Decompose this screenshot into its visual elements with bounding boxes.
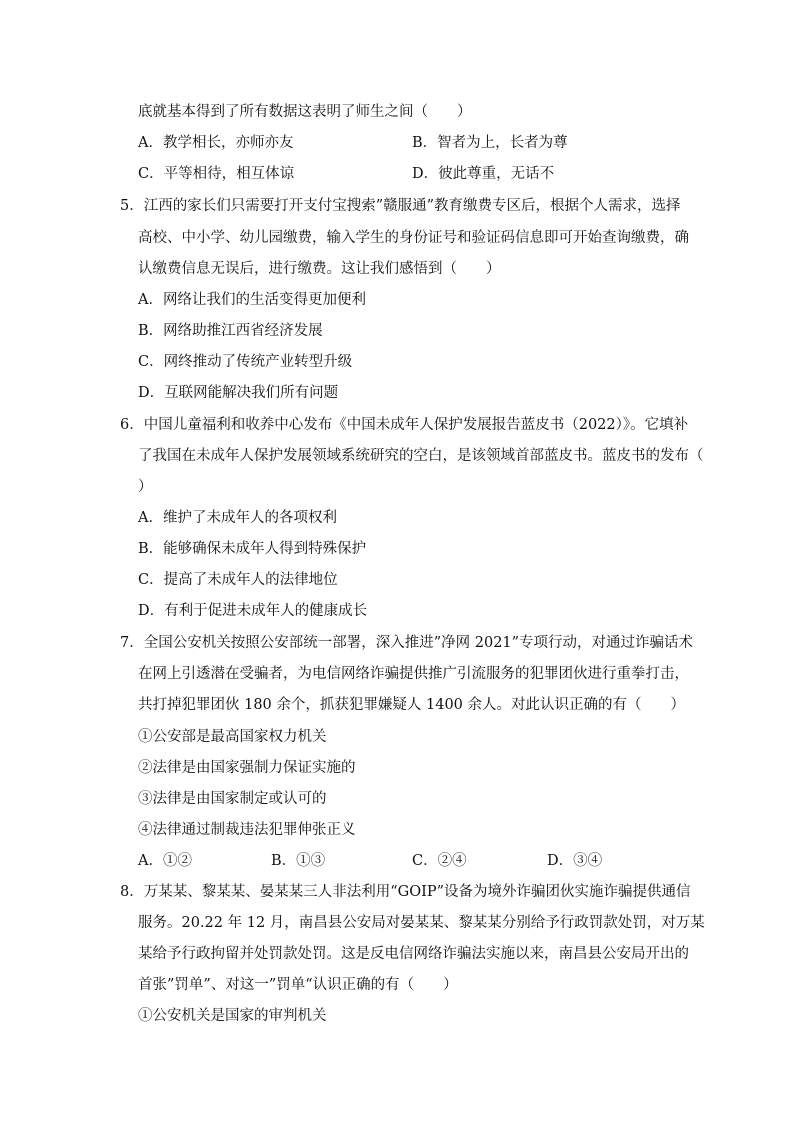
q8-statement-1: ①公安机关是国家的审判机关 <box>138 1008 327 1024</box>
q6-stem-line-2: 了我国在未成年人保护发展领域系统研究的空白，是该领域首部蓝皮书。蓝皮书的发布（ <box>138 448 704 464</box>
q7-stem-line-3: 共打掉犯罪团伙 180 余个，抓获犯罪嫌疑人 1400 余人。对此认识正确的有（ ） <box>138 697 686 713</box>
q5-stem-line-3: 认缴费信息无误后，进行缴费。这让我们感悟到（ ） <box>138 261 501 277</box>
q4-option-c: C．平等相待，相互体谅 <box>138 166 295 182</box>
q7-stem-line-2: 在网上引透潜在受骗者，为电信网络诈骗提供推广引流服务的犯罪团伙进行重拳打击， <box>138 666 689 682</box>
q5-option-a: A．网络让我们的生活变得更加便利 <box>138 292 366 308</box>
q7-option-c: C．②④ <box>412 853 467 869</box>
q8-stem-line-1: 8．万某某、黎某某、晏某某三人非法利用“GOIP”设备为境外诈骗团伙实施诈骗提供通信 <box>120 884 691 900</box>
q7-statement-1: ①公安部是最高国家权力机关 <box>138 729 327 745</box>
q8-stem-line-4: 首张”罚单”、对这一”罚单“认识正确的有（ ） <box>138 977 458 993</box>
q5-stem-line-1: 5．江西的家长们只需要打开支付宝搜索”赣服通”教育缴费专区后，根据个人需求，选择 <box>120 198 681 214</box>
q6-option-c: C．提高了未成年人的法律地位 <box>138 572 338 588</box>
q4-stem-tail: 底就基本得到了所有数据这表明了师生之间（ ） <box>138 104 472 120</box>
q5-option-b: B．网络助推江西省经济发展 <box>138 323 323 339</box>
q8-stem-line-2: 服务。20.22 年 12 月，南昌县公安局对晏某某、黎某某分别给予行政罚款处罚，对万某 <box>138 915 705 931</box>
q7-statement-3: ③法律是由国家制定或认可的 <box>138 791 327 807</box>
q7-statement-2: ②法律是由国家强制力保证实施的 <box>138 760 356 776</box>
q6-stem-line-1: 6．中国儿童福利和收养中心发布《中国未成年人保护发展报告蓝皮书（2022）》。它填补 <box>120 417 689 433</box>
q6-option-d: D．有利于促进未成年人的健康成长 <box>138 603 368 619</box>
q6-option-b: B．能够确保未成年人得到特殊保护 <box>138 541 367 557</box>
q6-stem-line-3: ） <box>138 479 153 495</box>
q4-option-a: A．教学相长，亦师亦友 <box>138 135 294 151</box>
q5-option-c: C．网终推动了传统产业转型升级 <box>138 354 353 370</box>
q8-stem-line-3: 某给予行政拘留并处罚款处罚。这是反电信网络诈骗法实施以来，南昌县公安局开出的 <box>138 946 689 962</box>
q4-option-b: B．智者为上，长者为尊 <box>412 135 568 151</box>
q5-stem-line-2: 高校、中小学、幼儿园缴费，输入学生的身份证号和验证码信息即可开始查询缴费，确 <box>138 230 689 246</box>
q7-option-d: D．③④ <box>547 853 603 869</box>
q7-statement-4: ④法律通过制裁违法犯罪伸张正义 <box>138 822 356 838</box>
q5-option-d: D．互联网能解决我们所有问题 <box>138 385 339 401</box>
q7-option-b: B．①③ <box>271 853 326 869</box>
q6-option-a: A．维护了未成年人的各项权利 <box>138 510 337 526</box>
q7-stem-line-1: 7．全国公安机关按照公安部统一部署，深入推进”净网 2021”专项行动，对通过诈骗话术 <box>120 635 694 651</box>
q7-option-a: A．①② <box>138 853 192 869</box>
q4-option-d: D．彼此尊重，无话不 <box>412 166 555 182</box>
